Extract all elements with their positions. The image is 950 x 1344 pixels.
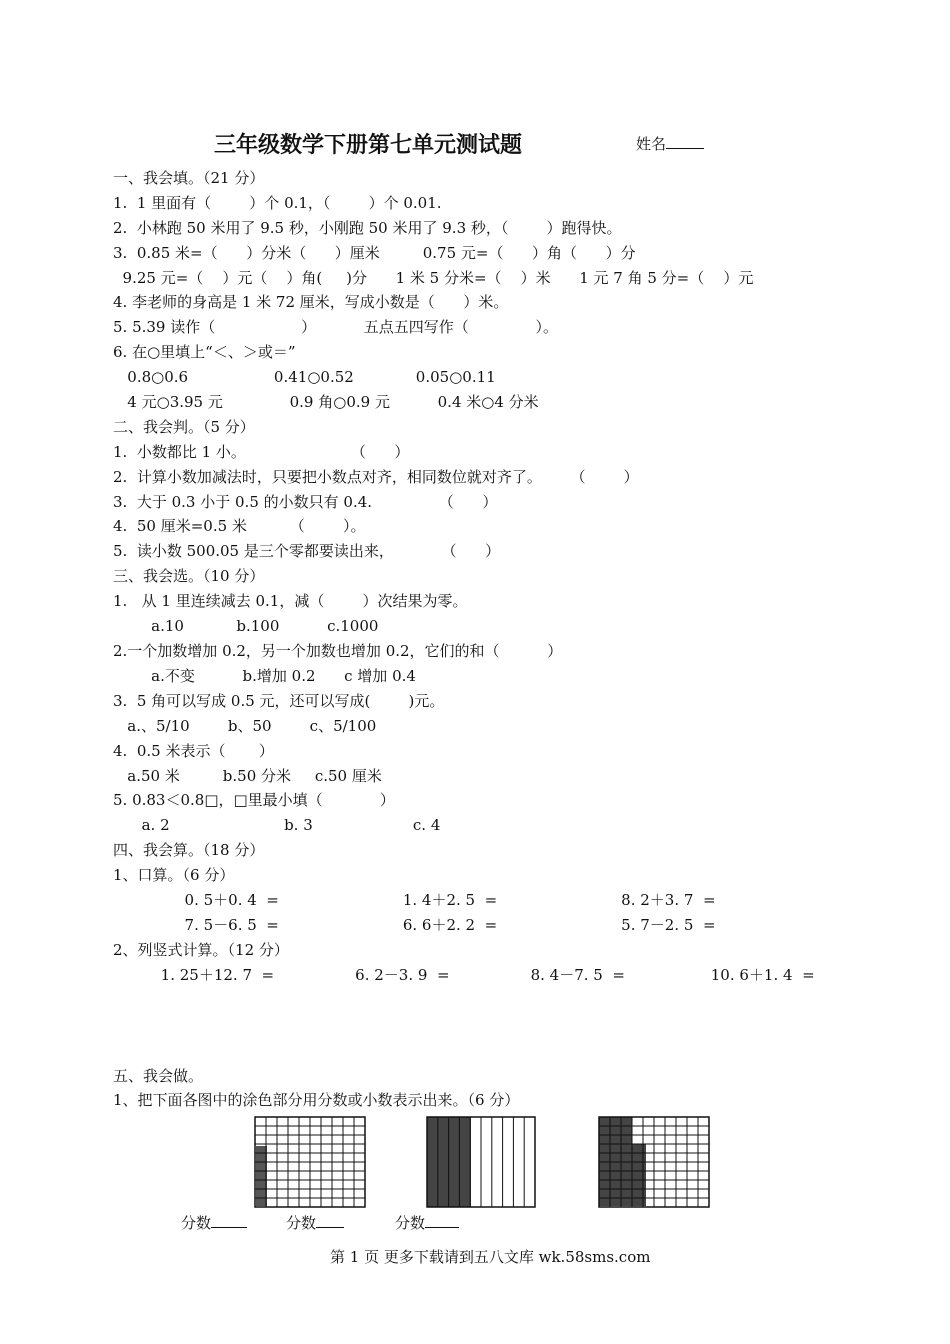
text-line: a. 2 b. 3 c. 4 (113, 816, 441, 834)
text-line: 4. 50 厘米=0.5 米 （ ）。 (113, 517, 366, 535)
text-line: 3. 0.85 米=（ ）分米（ ）厘米 0.75 元=（ ）角（ ）分 (113, 244, 636, 262)
text-line: 一、我会填。（21 分） (113, 169, 265, 187)
grid-figure-1 (254, 1116, 366, 1208)
text-line: 4. 李老师的身高是 1 米 72 厘米，写成小数是（ ）米。 (113, 293, 509, 311)
text-line: 0.8○0.6 0.41○0.52 0.05○0.11 (113, 368, 496, 386)
name-blank[interactable] (666, 134, 704, 149)
text-line: 二、我会判。（5 分） (113, 418, 255, 436)
fraction-answer-2[interactable]: 分数 (286, 1213, 344, 1233)
text-line: 5. 0.83＜0.8□，□里最小填（ ） (113, 791, 395, 809)
text-line: 4 元○3.95 元 0.9 角○0.9 元 0.4 米○4 分米 (113, 393, 539, 411)
text-line: 1、口算。（6 分） (113, 866, 235, 884)
text-line: 四、我会算。（18 分） (113, 841, 265, 859)
text-line: 3. 5 角可以写成 0.5 元，还可以写成( )元。 (113, 692, 445, 710)
text-line: 2. 小林跑 50 米用了 9.5 秒，小刚跑 50 米用了 9.3 秒，（ ）跑得快。 (113, 219, 622, 237)
text-line: 三、我会选。（10 分） (113, 567, 265, 585)
text-line: 9.25 元=（ ）元（ ）角( )分 1 米 5 分米=（ ）米 1 元 7 角 5 分=（ ）元 (113, 269, 754, 287)
fraction-answer-3[interactable]: 分数 (395, 1213, 459, 1233)
text-line: a.10 b.100 c.1000 (113, 617, 379, 635)
text-line: 3. 大于 0.3 小于 0.5 的小数只有 0.4. （ ） (113, 493, 498, 511)
strip-figure-2 (426, 1116, 536, 1208)
text-line: 五、我会做。 (113, 1067, 204, 1085)
text-line: 1、把下面各图中的涂色部分用分数或小数表示出来。（6 分） (113, 1091, 520, 1109)
text-line: 2.一个加数增加 0.2，另一个加数也增加 0.2，它们的和（ ） (113, 642, 563, 660)
text-line: 0. 5＋0. 4 = 1. 4＋2. 5 = 8. 2＋3. 7 = (113, 891, 716, 909)
text-line: 2. 计算小数加减法时，只要把小数点对齐，相同数位就对齐了。 （ ） (113, 468, 639, 486)
fraction-answer-1[interactable]: 分数 (181, 1213, 247, 1233)
text-line: 4. 0.5 米表示（ ） (113, 742, 274, 760)
text-line: a.不变 b.增加 0.2 c 增加 0.4 (113, 667, 416, 685)
text-line: 5. 读小数 500.05 是三个零都要读出来， （ ） (113, 542, 501, 560)
name-label: 姓名 (636, 135, 667, 153)
page-title: 三年级数学下册第七单元测试题 (214, 133, 523, 158)
text-line: 5. 5.39 读作（ ） 五点五四写作（ ）。 (113, 318, 559, 336)
shaded-area (256, 1146, 267, 1206)
text-line: 1. 1 里面有（ ）个 0.1，（ ）个 0.01. (113, 194, 442, 212)
text-line: a.50 米 b.50 分米 c.50 厘米 (113, 767, 382, 785)
text-line: 1. 小数都比 1 小。 （ ） (113, 443, 410, 461)
text-line: 6. 在○里填上“＜、＞或＝” (113, 343, 296, 361)
text-line: 1. 从 1 里连续减去 0.1，减（ ）次结果为零。 (113, 592, 468, 610)
grid-figure-3 (598, 1116, 710, 1208)
page-footer: 第 1 页 更多下载请到五八文库 wk.58sms.com (330, 1248, 651, 1266)
text-line: 2、列竖式计算。（12 分） (113, 941, 289, 959)
name-field[interactable] (636, 133, 704, 154)
text-line: 7. 5－6. 5 = 6. 6＋2. 2 = 5. 7－2. 5 = (113, 916, 716, 934)
text-line: a.、5/10 b、50 c、5/100 (113, 717, 377, 735)
text-line: 1. 25＋12. 7 = 6. 2－3. 9 = 8. 4－7. 5 = 10. 6＋1. 4 = (113, 966, 815, 984)
